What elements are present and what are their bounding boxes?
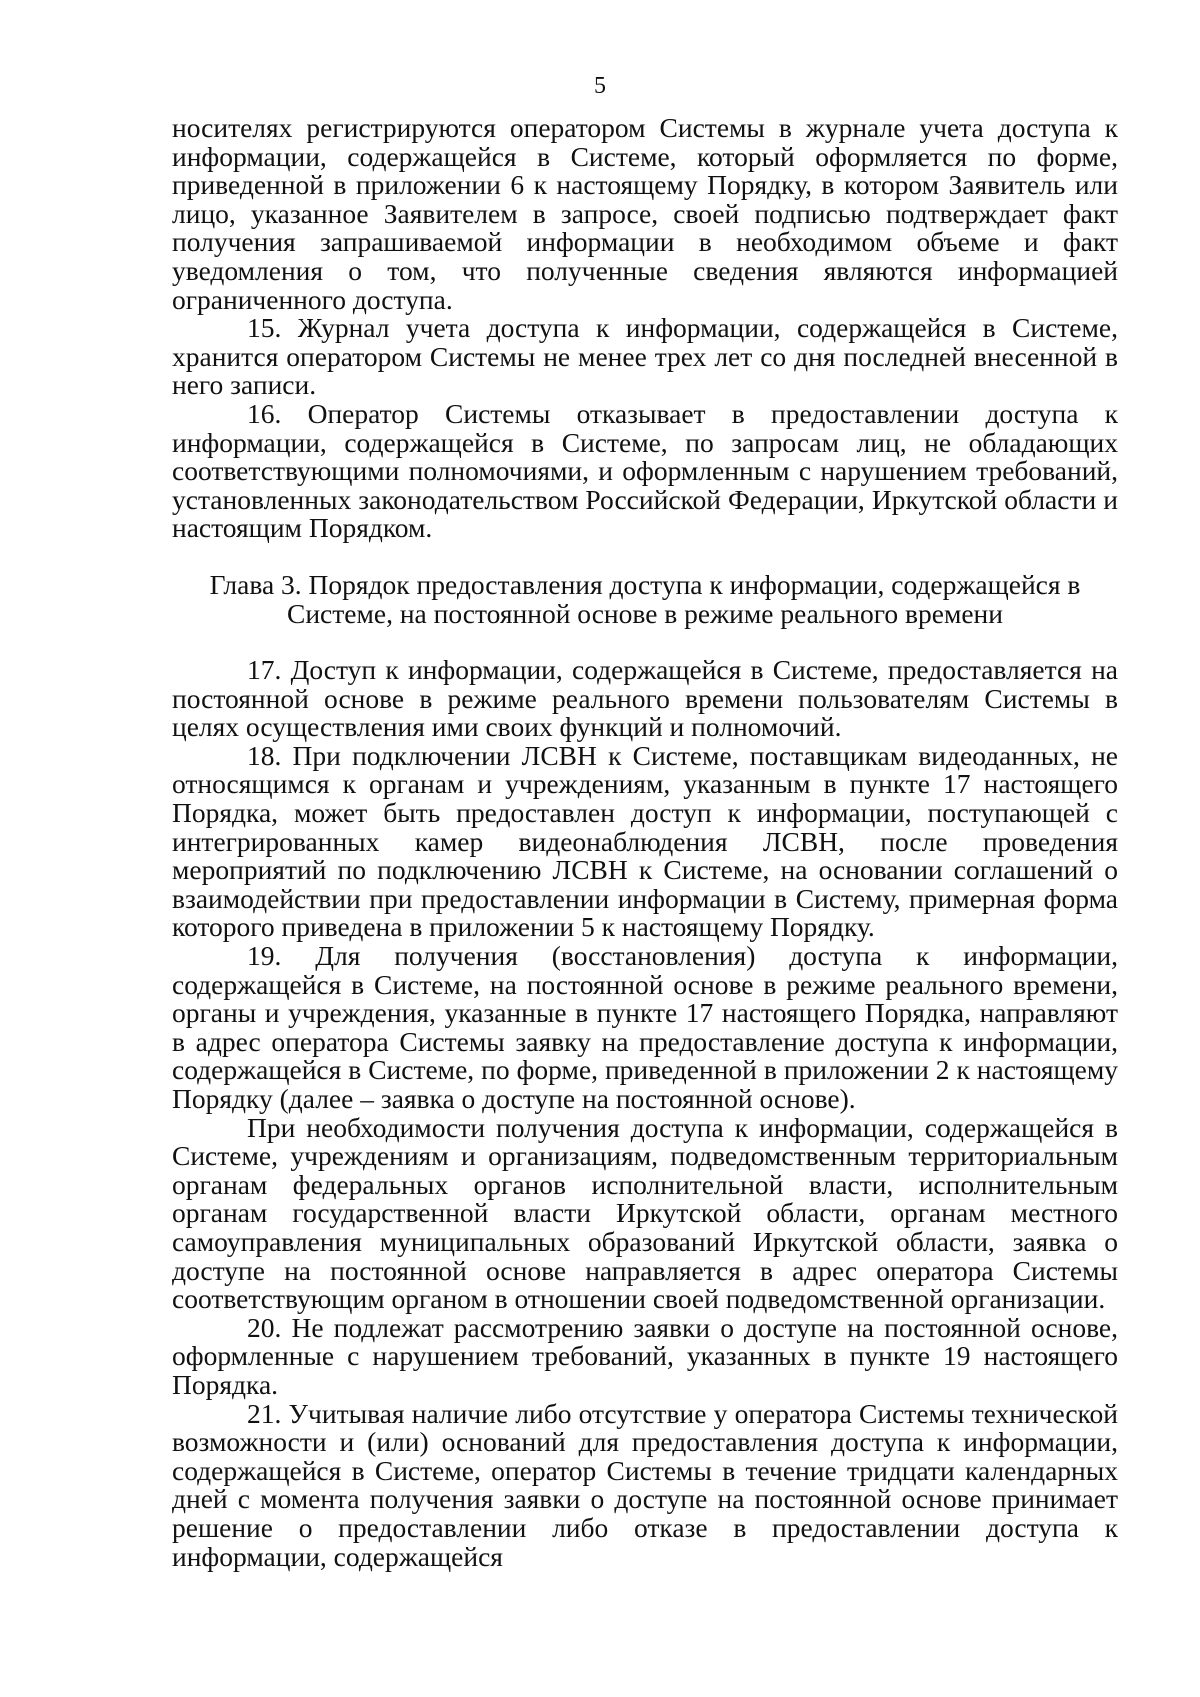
- paragraph-16: 16. Оператор Системы отказывает в предоставлении доступа к информации, содержащейся в Системе, по запросам лиц, не обладающих соответствующими полномочиями, и оформленным с нарушением требований, установленных законодательством Российской Федерации, Иркутской области и настоящим Порядком.: [172, 397, 1118, 544]
- paragraph-continuation: носителях регистрируются оператором Системы в журнале учета доступа к информации, содержащейся в Системе, который оформляется по форме, приведенной в приложении 6 к настоящему Порядку, в котором Заявитель или лицо, указанное Заявителем в запросе, своей подписью подтверждает факт получения запрашиваемой информации в необходимом объеме и факт уведомления о том, что полученные сведения являются информацией ограниченного доступа.: [172, 112, 1118, 315]
- paragraph-15: 15. Журнал учета доступа к информации, содержащейся в Системе, хранится оператором Системы не менее трех лет со дня последней внесенной в него записи.: [172, 312, 1118, 401]
- paragraph-19-addendum: При необходимости получения доступа к информации, содержащейся в Системе, учреждениям и организациям, подведомственным территориальным органам федеральных органов исполнительной власти, исполнительным органам государственной власти Иркутской области, органам местного самоуправления муниципальных образований Иркутской области, заявка о доступе на постоянной основе направляется в адрес оператора Системы соответствующим органом в отношении своей подведомственной организации.: [172, 1111, 1118, 1315]
- paragraph-19: 19. Для получения (восстановления) доступа к информации, содержащейся в Системе, на постоянной основе в режиме реального времени, органы и учреждения, указанные в пункте 17 настоящего Порядка, направляют в адрес оператора Системы заявку на предоставление доступа к информации, содержащейся в Системе, по форме, приведенной в приложении 2 к настоящему Порядку (далее – заявка о доступе на постоянной основе).: [172, 940, 1118, 1114]
- page-number: 5: [594, 73, 606, 99]
- paragraph-18: 18. При подключении ЛСВН к Системе, поставщикам видеоданных, не относящимся к органам и учреждениям, указанным в пункте 17 настоящего Порядка, может быть предоставлен доступ к информации, поступающей с интегрированных камер видеонаблюдения ЛСВН, после проведения мероприятий по подключению ЛСВН к Системе, на основании соглашений о взаимодействии при предоставлении информации в Систему, примерная форма которого приведена в приложении 5 к настоящему Порядку.: [172, 739, 1118, 943]
- paragraph-21: 21. Учитывая наличие либо отсутствие у оператора Системы технической возможности и (или) оснований для предоставления доступа к информации, содержащейся в Системе, оператор Системы в течение тридцати календарных дней с момента получения заявки о доступе на постоянной основе принимает решение о предоставлении либо отказе в предоставлении доступа к информации, содержащейся: [172, 1397, 1118, 1572]
- paragraph-20: 20. Не подлежат рассмотрению заявки о доступе на постоянной основе, оформленные с нарушением требований, указанных в пункте 19 настоящего Порядка.: [172, 1311, 1118, 1400]
- chapter-heading: Глава 3. Порядок предоставления доступа к информации, содержащейся в Системе, на постоянной основе в режиме реального времени: [209, 568, 1081, 629]
- document-body: [172, 114, 1118, 1571]
- paragraph-17: 17. Доступ к информации, содержащейся в Системе, предоставляется на постоянной основе в режиме реального времени пользователям Системы в целях осуществления ими своих функций и полномочий.: [172, 654, 1118, 743]
